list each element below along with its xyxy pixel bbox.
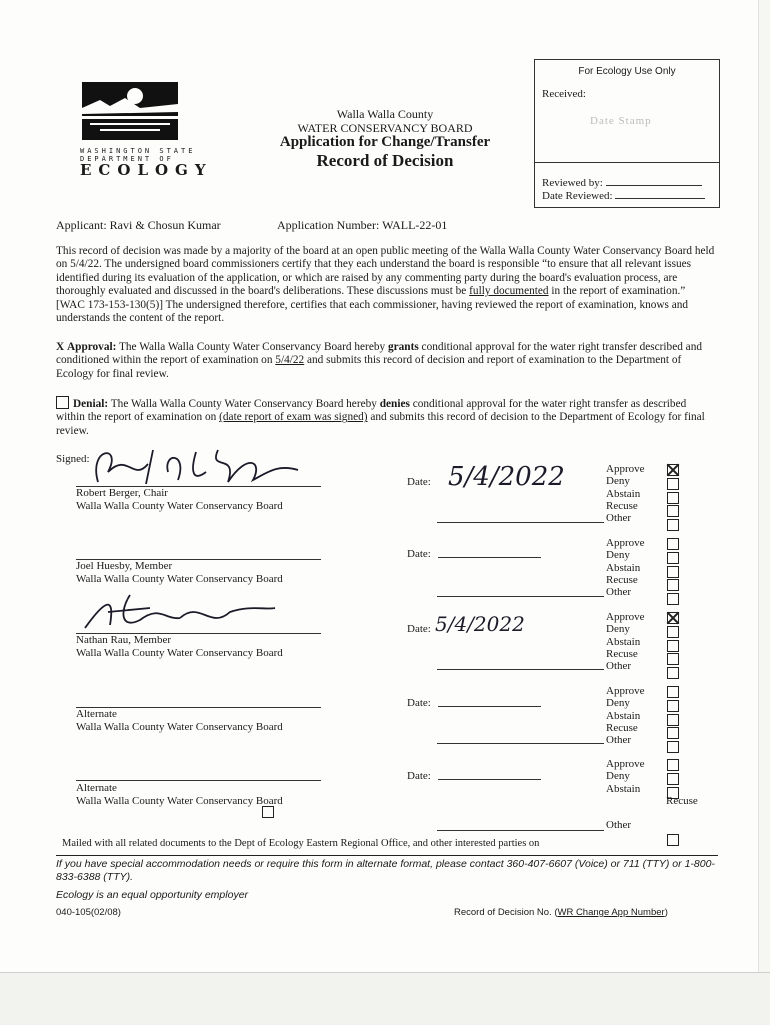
other-line[interactable] bbox=[437, 596, 604, 597]
application-number: Application Number: WALL-22-01 bbox=[277, 218, 448, 232]
option-recuse: Recuse bbox=[606, 647, 638, 660]
certification-text-a: This record of decision was made by a majority of the board at an open public meeting of the Walla Walla County Water Conservancy Board held on 5/4/22. The undersigned board commissioners certify that they each understand the board is responsible “to ensure that all relevant issues identified during its evaluation of the application, or which are raised by any commenting party during the board's evaluation process, are thoroughly evaluated and discussed in the board's deliberations. These discussions must be bbox=[56, 245, 715, 298]
vote-options bbox=[606, 463, 645, 524]
option-other: Other bbox=[606, 512, 632, 525]
vote-checkboxes bbox=[667, 538, 679, 607]
date-stamp-watermark: Date Stamp bbox=[590, 115, 652, 127]
option-approve: Approve bbox=[606, 611, 645, 623]
denial-paragraph bbox=[56, 396, 716, 438]
other-checkbox[interactable] bbox=[667, 593, 679, 605]
signer-name: Nathan Rau, Member bbox=[76, 634, 171, 646]
approval-date: 5/4/22 bbox=[275, 354, 305, 367]
logo-line2: DEPARTMENT OF bbox=[80, 155, 174, 163]
date-line[interactable] bbox=[438, 706, 541, 707]
denial-placeholder: (date report of exam was signed) bbox=[219, 411, 368, 424]
signer-name: Alternate bbox=[76, 708, 117, 720]
reviewed-by-field bbox=[542, 177, 702, 189]
vote-options bbox=[606, 685, 645, 746]
certification-underlined: fully documented bbox=[469, 285, 549, 298]
approve-checkbox[interactable] bbox=[667, 612, 679, 624]
date-label: Date: bbox=[407, 697, 431, 709]
option-approve: Approve bbox=[606, 463, 645, 475]
abstain-checkbox[interactable] bbox=[667, 492, 679, 504]
signed-date[interactable]: 5/4/2022 bbox=[435, 612, 525, 636]
signer-name: Joel Huesby, Member bbox=[76, 560, 173, 572]
header-board: WATER CONSERVANCY BOARD bbox=[297, 121, 473, 135]
date-label: Date: bbox=[407, 476, 431, 488]
date-label: Date: bbox=[407, 770, 431, 782]
ecology-box-title: For Ecology Use Only bbox=[578, 66, 676, 77]
page-edge-bottom bbox=[0, 972, 770, 1025]
signer-name: Alternate bbox=[76, 782, 117, 794]
date-reviewed-line[interactable] bbox=[615, 198, 705, 199]
date-line[interactable] bbox=[438, 557, 541, 558]
option-approve: Approve bbox=[606, 758, 645, 770]
record-number bbox=[454, 907, 668, 918]
other-checkbox[interactable] bbox=[667, 519, 679, 531]
approval-text-b: conditional approval for the water right transfer described and conditioned within the report of examination on bbox=[56, 341, 702, 367]
page-edge-right bbox=[758, 0, 770, 972]
other-line[interactable] bbox=[437, 743, 604, 744]
option-recuse: Recuse bbox=[606, 499, 638, 512]
signature-image bbox=[80, 590, 280, 634]
org-checkbox[interactable] bbox=[262, 806, 274, 818]
record-number-link: WR Change App Number bbox=[557, 907, 665, 918]
option-abstain: Abstain bbox=[606, 561, 641, 574]
accessibility-notice: If you have special accommodation needs or require this form in alternate format, please contact 360-407-6607 (Voice) or 711 (TTY) or 1-800-833-6388 (TTY). bbox=[56, 858, 715, 883]
date-label: Date: bbox=[407, 623, 431, 635]
vote-checkboxes bbox=[667, 686, 679, 755]
option-deny: Deny bbox=[606, 623, 630, 636]
option-approve: Approve bbox=[606, 685, 645, 697]
approval-mark[interactable]: X bbox=[56, 341, 65, 353]
signed-date[interactable]: 5/4/2022 bbox=[448, 462, 565, 492]
date-reviewed-label: Date Reviewed: bbox=[542, 190, 613, 202]
signer-name: Robert Berger, Chair bbox=[76, 487, 168, 499]
option-other: Other bbox=[606, 660, 632, 673]
denial-checkbox[interactable] bbox=[56, 396, 69, 409]
denial-text-c: and submits this record of decision to the Department of Ecology for final review. bbox=[56, 411, 705, 437]
date-line[interactable] bbox=[438, 779, 541, 780]
approval-paragraph bbox=[56, 341, 716, 381]
reviewed-by-line[interactable] bbox=[606, 185, 702, 186]
option-recuse: Recuse bbox=[606, 721, 638, 734]
other-checkbox[interactable] bbox=[667, 667, 679, 679]
ecology-logo bbox=[80, 78, 213, 179]
reviewed-by-label: Reviewed by: bbox=[542, 177, 603, 189]
option-other: Other bbox=[606, 819, 632, 831]
deny-checkbox[interactable] bbox=[667, 773, 679, 785]
signature-line[interactable] bbox=[76, 780, 321, 781]
header-application: Application for Change/Transfer bbox=[279, 134, 491, 150]
denial-bold: denies bbox=[379, 398, 410, 410]
approve-checkbox[interactable] bbox=[667, 538, 679, 550]
option-other: Other bbox=[606, 586, 632, 599]
signer-org: Walla Walla County Water Conservancy Board bbox=[76, 500, 283, 512]
date-label: Date: bbox=[407, 548, 431, 560]
vote-checkboxes bbox=[667, 464, 679, 533]
approval-bold: grants bbox=[387, 341, 419, 353]
ecology-use-box bbox=[534, 59, 720, 208]
form-number: 040-105(02/08) bbox=[56, 907, 121, 918]
option-abstain: Abstain bbox=[606, 635, 641, 648]
logo-emblem-icon bbox=[80, 78, 180, 146]
logo-line1: WASHINGTON STATE bbox=[80, 147, 196, 155]
logo-line3: ECOLOGY bbox=[80, 161, 213, 179]
option-abstain: Abstain bbox=[606, 487, 641, 500]
option-deny: Deny bbox=[606, 697, 630, 710]
recuse-checkbox[interactable] bbox=[667, 727, 679, 739]
approval-label: Approval: bbox=[67, 341, 117, 353]
page-title: Record of Decision bbox=[316, 151, 454, 170]
option-approve: Approve bbox=[606, 537, 645, 549]
option-other: Other bbox=[606, 734, 632, 747]
option-abstain: Abstain bbox=[606, 782, 641, 795]
record-number-close: ) bbox=[664, 907, 668, 918]
equal-opportunity: Ecology is an equal opportunity employer bbox=[56, 889, 249, 901]
signature-image bbox=[78, 442, 308, 490]
signed-label: Signed: bbox=[56, 453, 90, 465]
certification-text-b: in the report of examination.” [WAC 173-153-130(5)] The undersigned therefore, certifies that each commissioner, having reviewed the report of examination, knows and understands the content of the report. bbox=[56, 285, 689, 325]
recuse-checkbox[interactable] bbox=[667, 505, 679, 517]
header-county: Walla Walla County bbox=[336, 107, 434, 121]
approve-checkbox[interactable] bbox=[667, 686, 679, 698]
option-abstain: Abstain bbox=[606, 709, 641, 722]
vote-checkboxes bbox=[667, 612, 679, 681]
ecology-box-divider bbox=[535, 162, 719, 163]
signer-org: Walla Walla County Water Conservancy Board bbox=[76, 647, 283, 659]
certification-paragraph bbox=[56, 245, 716, 325]
option-deny: Deny bbox=[606, 475, 630, 488]
recuse-checkbox[interactable] bbox=[667, 579, 679, 591]
other-line[interactable] bbox=[437, 669, 604, 670]
denial-text-a: The Walla Walla County Water Conservancy Board hereby bbox=[108, 398, 380, 410]
abstain-checkbox[interactable] bbox=[667, 714, 679, 726]
footer-divider bbox=[56, 855, 718, 856]
approval-text-c: and submits this record of decision and report of examination to the Department of Ecology for final review. bbox=[56, 354, 682, 380]
mailed-statement: Mailed with all related documents to the Dept of Ecology Eastern Regional Office, and other interested parties on bbox=[62, 838, 540, 849]
received-label: Received: bbox=[542, 88, 586, 100]
date-reviewed-field bbox=[542, 190, 705, 202]
signer-org: Walla Walla County Water Conservancy Board bbox=[76, 795, 283, 807]
signer-org: Walla Walla County Water Conservancy Board bbox=[76, 573, 283, 585]
vote-options bbox=[606, 611, 645, 672]
other-line[interactable] bbox=[437, 830, 604, 831]
option-recuse: Recuse bbox=[666, 795, 698, 807]
deny-checkbox[interactable] bbox=[667, 552, 679, 564]
approve-checkbox[interactable] bbox=[667, 759, 679, 771]
abstain-checkbox[interactable] bbox=[667, 640, 679, 652]
denial-label: Denial: bbox=[73, 398, 109, 410]
option-recuse: Recuse bbox=[606, 573, 638, 586]
signer-org: Walla Walla County Water Conservancy Board bbox=[76, 721, 283, 733]
vote-options bbox=[606, 758, 645, 795]
deny-checkbox[interactable] bbox=[667, 700, 679, 712]
recuse-checkbox[interactable] bbox=[667, 653, 679, 665]
deny-checkbox[interactable] bbox=[667, 626, 679, 638]
record-number-label: Record of Decision No. ( bbox=[454, 907, 558, 918]
other-checkbox[interactable] bbox=[667, 741, 679, 753]
other-line[interactable] bbox=[437, 522, 604, 523]
vote-options bbox=[606, 537, 645, 598]
applicant: Applicant: Ravi & Chosun Kumar bbox=[56, 218, 221, 232]
option-deny: Deny bbox=[606, 549, 630, 562]
approve-checkbox[interactable] bbox=[667, 464, 679, 476]
abstain-checkbox[interactable] bbox=[667, 566, 679, 578]
option-deny: Deny bbox=[606, 770, 630, 783]
approval-text-a: The Walla Walla County Water Conservancy Board hereby bbox=[116, 341, 388, 353]
deny-checkbox[interactable] bbox=[667, 478, 679, 490]
denial-text-b: conditional approval for the water right transfer as described within the report of examination on bbox=[56, 398, 687, 424]
other-checkbox[interactable] bbox=[667, 834, 679, 846]
